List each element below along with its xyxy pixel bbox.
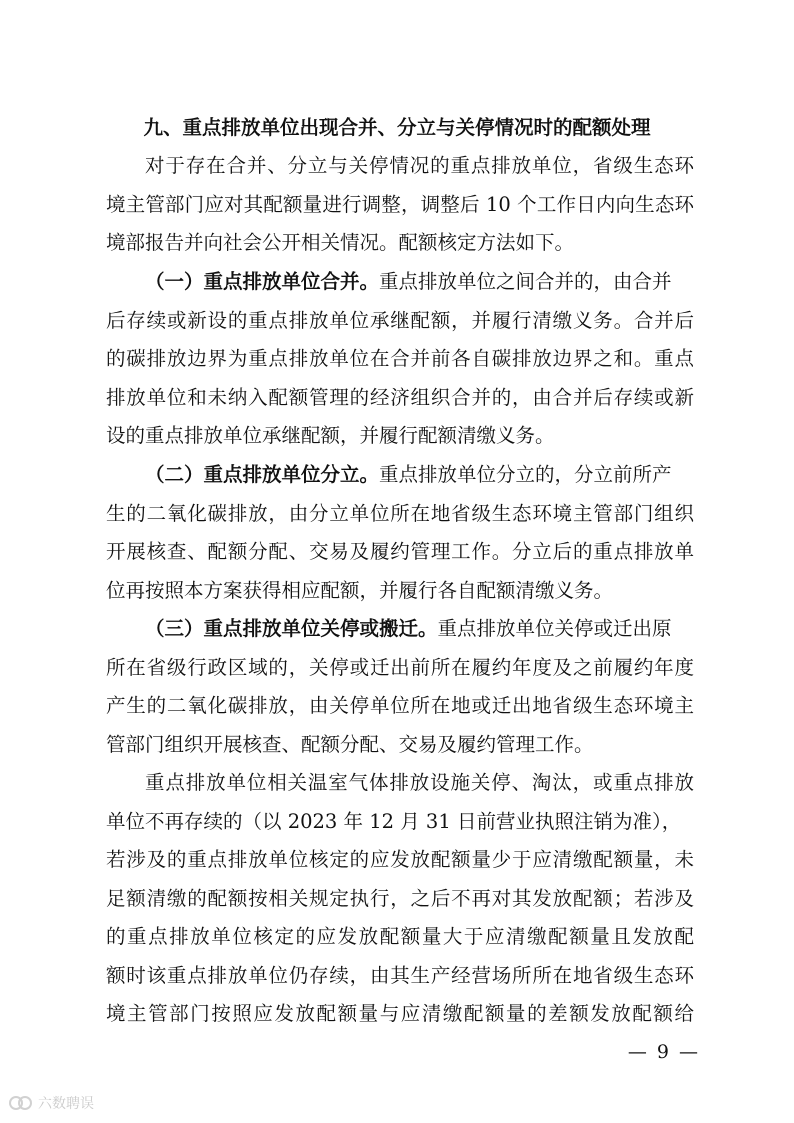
- paragraph-line: 位再按照本方案获得相应配额，并履行各自配额清缴义务。: [106, 579, 614, 602]
- watermark-text: 六数聘误: [38, 1096, 94, 1112]
- paragraph-line: 足额清缴的配额按相关规定执行，之后不再对其发放配额；若涉及: [106, 887, 694, 910]
- subheading-split: （二）重点排放单位分立。: [145, 463, 380, 486]
- paragraph-line: [106, 270, 694, 294]
- page-number: — 9 —: [627, 1041, 700, 1063]
- paragraph-line: 所在省级行政区域的，关停或迁出前所在履约年度及之前履约年度: [106, 656, 694, 679]
- section-heading: 九、重点排放单位出现合并、分立与关停情况时的配额处理: [143, 116, 651, 139]
- paragraph-line: [106, 463, 694, 487]
- paragraph-line: 境主管部门应对其配额量进行调整，调整后 10 个工作日内向生态环: [106, 193, 694, 216]
- paragraph-line: [106, 617, 694, 641]
- paragraph-line: 生的二氧化碳排放，由分立单位所在地省级生态环境主管部门组织: [106, 502, 694, 525]
- paragraph-line: 境部报告并向社会公开相关情况。配额核定方法如下。: [106, 231, 575, 254]
- paragraph-line: 境主管部门按照应发放配额量与应清缴配额量的差额发放配额给: [106, 1002, 694, 1025]
- paragraph-line: 额时该重点排放单位仍存续，由其生产经营场所所在地省级生态环: [106, 964, 694, 987]
- paragraph-text: 重点排放单位分立的，分立前所产: [379, 463, 672, 486]
- paragraph-text: 重点排放单位之间合并的，由合并: [379, 270, 672, 293]
- paragraph-line: 排放单位和未纳入配额管理的经济组织合并的，由合并后存续或新: [106, 386, 694, 409]
- paragraph-line: 开展核查、配额分配、交易及履约管理工作。分立后的重点排放单: [106, 540, 694, 563]
- paragraph-line: 若涉及的重点排放单位核定的应发放配额量少于应清缴配额量，未: [106, 848, 694, 871]
- paragraph-line: 的碳排放边界为重点排放单位在合并前各自碳排放边界之和。重点: [106, 347, 694, 370]
- paragraph-line: 单位不再存续的（以 2023 年 12 月 31 日前营业执照注销为准），: [106, 810, 682, 833]
- paragraph-line: 管部门组织开展核查、配额分配、交易及履约管理工作。: [106, 733, 594, 756]
- paragraph-line: 重点排放单位相关温室气体排放设施关停、淘汰，或重点排放: [145, 771, 694, 794]
- paragraph-line: 的重点排放单位核定的应发放配额量大于应清缴配额量且发放配: [106, 925, 694, 948]
- paragraph-text: 重点排放单位关停或迁出原: [437, 617, 672, 640]
- paragraph-line: 产生的二氧化碳排放，由关停单位所在地或迁出地省级生态环境主: [106, 694, 694, 717]
- watermark-logo-icon: [8, 1093, 34, 1113]
- subheading-closure: （三）重点排放单位关停或搬迁。: [145, 617, 438, 640]
- watermark: [8, 1093, 94, 1113]
- subheading-merger: （一）重点排放单位合并。: [145, 270, 380, 293]
- paragraph-line: 后存续或新设的重点排放单位承继配额，并履行清缴义务。合并后: [106, 309, 694, 332]
- paragraph-line: 设的重点排放单位承继配额，并履行配额清缴义务。: [106, 424, 555, 447]
- paragraph-line: 对于存在合并、分立与关停情况的重点排放单位，省级生态环: [145, 154, 694, 177]
